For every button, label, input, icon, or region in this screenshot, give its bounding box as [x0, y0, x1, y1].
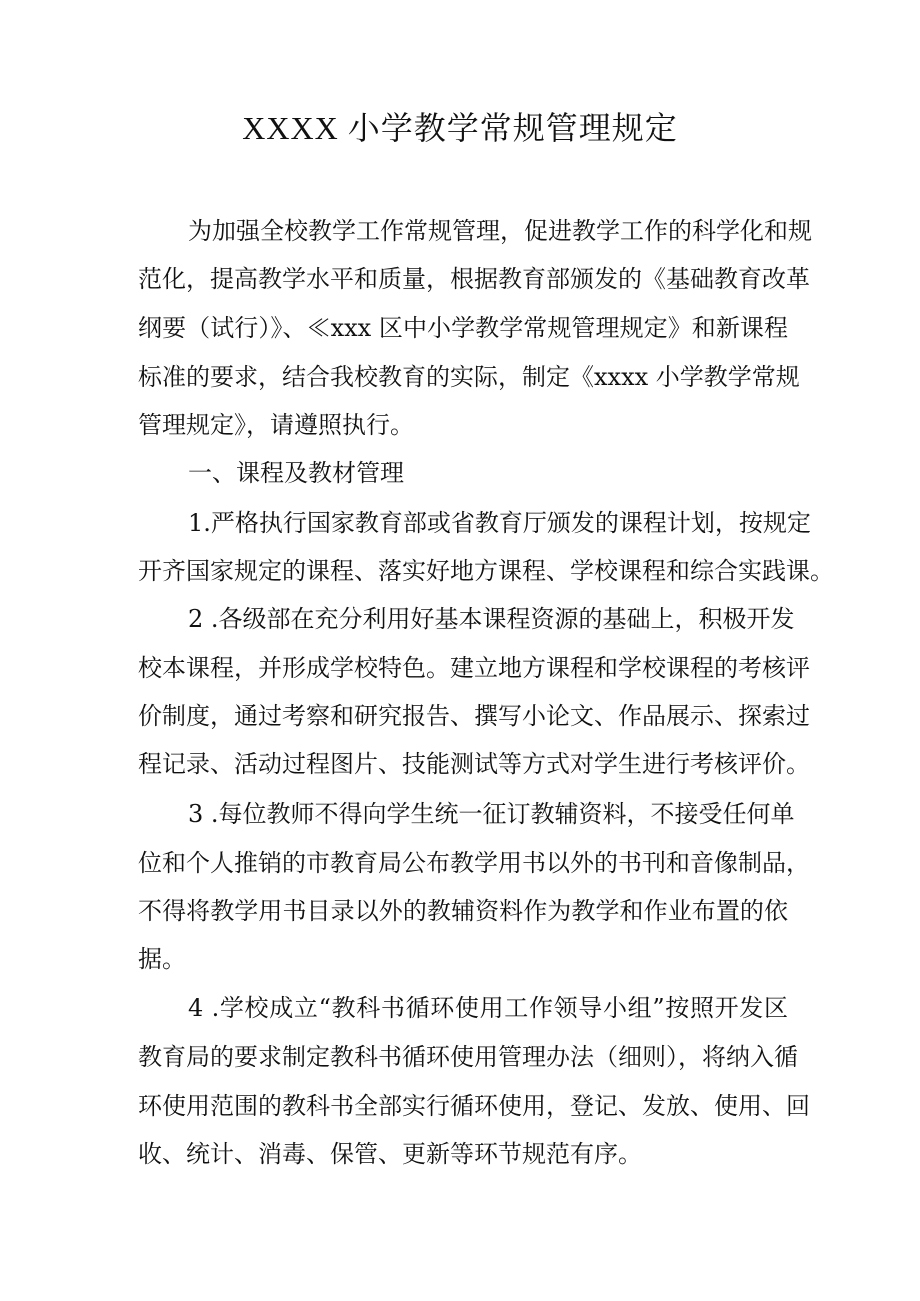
text-line: 教育局的要求制定教科书循环使用管理办法（细则），将纳入循 [138, 1043, 798, 1071]
text-line: 据。 [138, 945, 186, 973]
text-line: 纲要（试行）》、≪xxx 区中小学教学常规管理规定》和新课程 [138, 314, 788, 342]
text-line: 位和个人推销的市教育局公布教学用书以外的书刊和音像制品， [138, 849, 810, 877]
text-line: 4 .学校成立“教科书循环使用工作领导小组”按照开发区 [188, 994, 788, 1022]
text-line: 2 .各级部在充分利用好基本课程资源的基础上，积极开发 [188, 605, 795, 633]
text-line: 价制度，通过考察和研究报告、撰写小论文、作品展示、探索过 [138, 702, 810, 730]
text-line: 标准的要求，结合我校教育的实际，制定《xxxx 小学教学常规 [138, 363, 800, 391]
text-line: 管理规定》，请遵照执行。 [138, 411, 414, 439]
text-line: 范化，提高教学水平和质量，根据教育部颁发的《基础教育改革 [138, 265, 810, 293]
section-heading: 一、课程及教材管理 [188, 459, 404, 487]
text-line: 为加强全校教学工作常规管理，促进教学工作的科学化和规 [188, 217, 812, 245]
text-line: 1.严格执行国家教育部或省教育厅颁发的课程计划，按规定 [188, 509, 811, 537]
text-line: 开齐国家规定的课程、落实好地方课程、学校课程和综合实践课。 [138, 557, 834, 585]
text-line: 不得将教学用书目录以外的教辅资料作为教学和作业布置的依 [138, 897, 788, 925]
document-title: XXXX 小学教学常规管理规定 [242, 110, 678, 146]
text-line: 校本课程，并形成学校特色。建立地方课程和学校课程的考核评 [138, 654, 810, 682]
text-line: 程记录、活动过程图片、技能测试等方式对学生进行考核评价。 [138, 750, 810, 778]
text-line: 环使用范围的教科书全部实行循环使用，登记、发放、使用、回 [138, 1092, 810, 1120]
text-line: 收、统计、消毒、保管、更新等环节规范有序。 [138, 1140, 642, 1168]
text-line: 3 .每位教师不得向学生统一征订教辅资料，不接受任何单 [188, 800, 795, 828]
